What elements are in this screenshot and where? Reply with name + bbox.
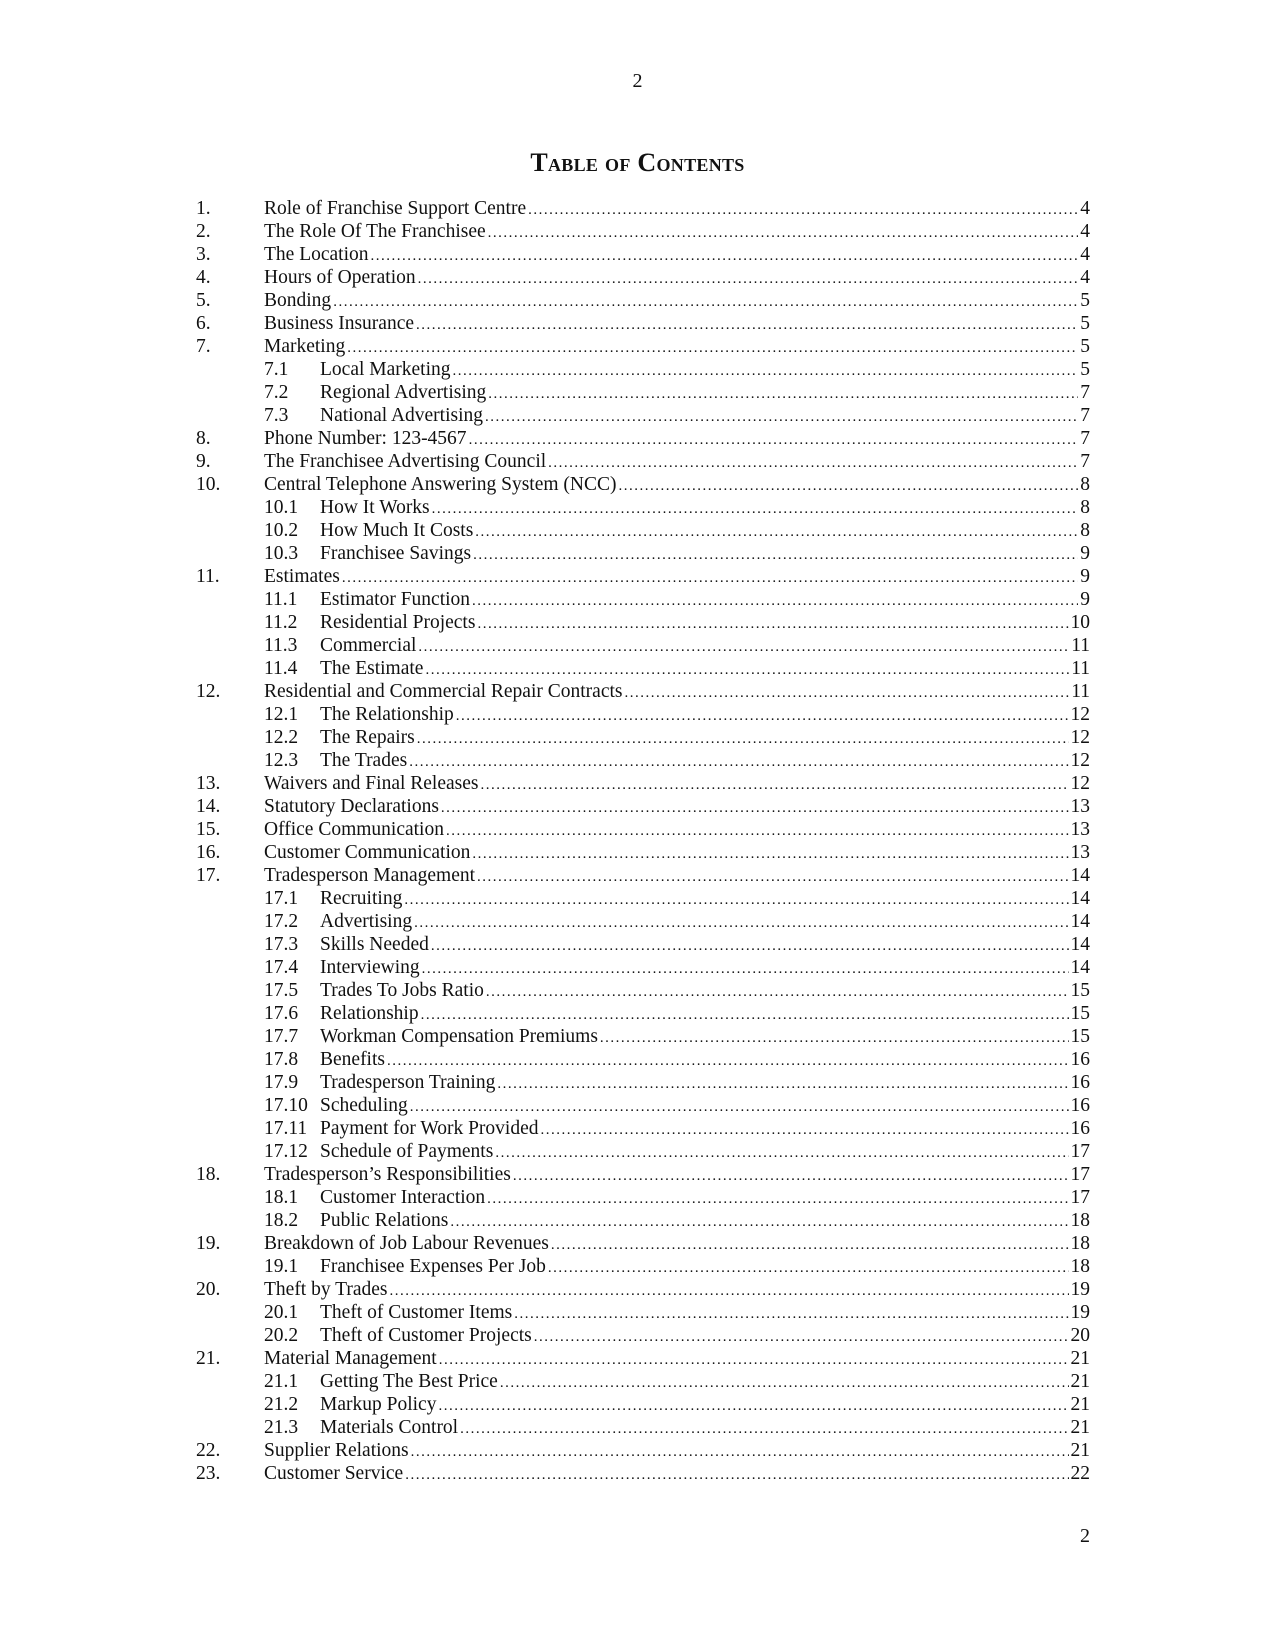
- dot-leader: [488, 383, 1078, 406]
- toc-entry[interactable]: [196, 335, 1090, 358]
- toc-subentry-number: 17.2: [264, 911, 299, 932]
- toc-entry-number: 13.: [196, 773, 221, 794]
- toc-entry-page: 4: [1080, 267, 1090, 288]
- toc-entry[interactable]: [196, 841, 1090, 864]
- dot-leader: [414, 912, 1068, 935]
- toc-subentry[interactable]: [196, 726, 1090, 749]
- toc-entry-number: 17.: [196, 865, 221, 886]
- toc-entry-title: The Role Of The Franchisee: [264, 221, 486, 242]
- toc-entry-page: 12: [1070, 704, 1090, 725]
- dot-leader: [469, 429, 1079, 452]
- toc-entry-page: 21: [1070, 1371, 1090, 1392]
- toc-entry[interactable]: [196, 1347, 1090, 1370]
- toc-entry-number: 11.: [196, 566, 220, 587]
- toc-entry[interactable]: [196, 864, 1090, 887]
- toc-entry-title: Franchisee Savings: [320, 543, 472, 564]
- toc-subentry[interactable]: [196, 910, 1090, 933]
- toc-subentry[interactable]: [196, 1071, 1090, 1094]
- dot-leader: [418, 636, 1069, 659]
- dot-leader: [418, 268, 1079, 291]
- dot-leader: [477, 866, 1068, 889]
- toc-entry[interactable]: [196, 795, 1090, 818]
- toc-subentry[interactable]: [196, 1094, 1090, 1117]
- toc-entry-number: 14.: [196, 796, 221, 817]
- toc-subentry-number: 17.9: [264, 1072, 299, 1093]
- toc-subentry-number: 17.10: [264, 1095, 308, 1116]
- toc-subentry-number: 17.6: [264, 1003, 299, 1024]
- toc-entry-page: 5: [1080, 313, 1090, 334]
- toc-entry-title: Payment for Work Provided: [320, 1118, 539, 1139]
- toc-entry-page: 10: [1070, 612, 1090, 633]
- toc-subentry[interactable]: [196, 1186, 1090, 1209]
- dot-leader: [488, 222, 1079, 245]
- dot-leader: [513, 1165, 1069, 1188]
- dot-leader: [618, 475, 1078, 498]
- toc-entry-title: Office Communication: [264, 819, 444, 840]
- toc-entry-page: 20: [1070, 1325, 1090, 1346]
- toc-subentry[interactable]: [196, 1140, 1090, 1163]
- toc-entry-page: 11: [1071, 635, 1090, 656]
- toc-entry-title: Theft of Customer Projects: [320, 1325, 532, 1346]
- dot-leader: [438, 1395, 1068, 1418]
- toc-subentry[interactable]: [196, 703, 1090, 726]
- toc-entry-title: Customer Communication: [264, 842, 471, 863]
- toc-entry-page: 15: [1070, 1026, 1090, 1047]
- toc-entry-page: 5: [1080, 336, 1090, 357]
- toc-entry-page: 15: [1070, 1003, 1090, 1024]
- dot-leader: [624, 682, 1069, 705]
- dot-leader: [410, 1096, 1069, 1119]
- toc-entry-page: 14: [1070, 888, 1090, 909]
- toc-entry-title: Relationship: [320, 1003, 419, 1024]
- toc-entry-number: 16.: [196, 842, 221, 863]
- toc-entry-number: 19.: [196, 1233, 221, 1254]
- toc-subentry-number: 12.3: [264, 750, 299, 771]
- toc-subentry-number: 10.2: [264, 520, 299, 541]
- toc-subentry-number: 21.1: [264, 1371, 299, 1392]
- toc-entry-page: 9: [1080, 589, 1090, 610]
- toc-entry-page: 13: [1070, 819, 1090, 840]
- toc-entry-page: 16: [1070, 1072, 1090, 1093]
- dot-leader: [497, 1073, 1068, 1096]
- toc-subentry-number: 10.3: [264, 543, 299, 564]
- toc-entry[interactable]: [196, 473, 1090, 496]
- toc-entry-page: 9: [1080, 566, 1090, 587]
- dot-leader: [485, 406, 1078, 429]
- toc-entry-page: 11: [1071, 681, 1090, 702]
- toc-subentry[interactable]: [196, 1324, 1090, 1347]
- toc-entry-number: 7.: [196, 336, 211, 357]
- toc-entry-number: 4.: [196, 267, 211, 288]
- dot-leader: [446, 820, 1069, 843]
- toc-subentry-number: 21.2: [264, 1394, 299, 1415]
- toc-subentry-number: 18.2: [264, 1210, 299, 1231]
- toc-subentry-number: 19.1: [264, 1256, 299, 1277]
- toc-entry[interactable]: [196, 220, 1090, 243]
- toc-entry-number: 23.: [196, 1463, 221, 1484]
- toc-entry-title: Material Management: [264, 1348, 437, 1369]
- toc-entry-number: 12.: [196, 681, 221, 702]
- toc-entry-number: 2.: [196, 221, 211, 242]
- toc-entry[interactable]: [196, 312, 1090, 335]
- toc-entry-title: The Trades: [320, 750, 408, 771]
- toc-subentry-number: 20.2: [264, 1325, 299, 1346]
- toc-subentry-number: 7.3: [264, 405, 289, 426]
- toc-subentry[interactable]: [196, 887, 1090, 910]
- toc-entry-number: 3.: [196, 244, 211, 265]
- toc-entry-page: 19: [1070, 1302, 1090, 1323]
- toc-entry-title: Phone Number: 123-4567: [264, 428, 467, 449]
- dot-leader: [450, 1211, 1068, 1234]
- toc-entry-title: Local Marketing: [320, 359, 451, 380]
- toc-subentry[interactable]: [196, 1370, 1090, 1393]
- toc-subentry-number: 17.8: [264, 1049, 299, 1070]
- toc-entry-number: 15.: [196, 819, 221, 840]
- toc-subentry[interactable]: [196, 634, 1090, 657]
- toc-entry-title: The Location: [264, 244, 369, 265]
- dot-leader: [548, 452, 1078, 475]
- toc-entry-title: Materials Control: [320, 1417, 459, 1438]
- toc-entry-page: 7: [1080, 382, 1090, 403]
- toc-entry-title: The Repairs: [320, 727, 415, 748]
- toc-entry-title: Statutory Declarations: [264, 796, 439, 817]
- dot-leader: [371, 245, 1079, 268]
- dot-leader: [431, 935, 1069, 958]
- toc-entry-title: Scheduling: [320, 1095, 408, 1116]
- toc-entry-page: 14: [1070, 911, 1090, 932]
- toc-entry-title: How It Works: [320, 497, 430, 518]
- toc-entry-title: Bonding: [264, 290, 332, 311]
- toc-entry-page: 21: [1070, 1348, 1090, 1369]
- toc-subentry[interactable]: [196, 657, 1090, 680]
- toc-entry-page: 14: [1070, 957, 1090, 978]
- toc-subentry-number: 17.3: [264, 934, 299, 955]
- toc-entry-title: Residential Projects: [320, 612, 476, 633]
- toc-entry-title: Customer Service: [264, 1463, 404, 1484]
- toc-entry-number: 9.: [196, 451, 211, 472]
- dot-leader: [432, 498, 1079, 521]
- toc-subentry[interactable]: [196, 1416, 1090, 1439]
- toc-entry-page: 11: [1071, 658, 1090, 679]
- toc-entry-title: The Relationship: [320, 704, 454, 725]
- toc-entry-page: 13: [1070, 796, 1090, 817]
- toc-entry[interactable]: [196, 450, 1090, 473]
- dot-leader: [404, 889, 1068, 912]
- toc-entry-title: Theft by Trades: [264, 1279, 388, 1300]
- toc-entry-page: 8: [1080, 520, 1090, 541]
- toc-subentry-number: 7.1: [264, 359, 289, 380]
- toc-entry-page: 16: [1070, 1118, 1090, 1139]
- dot-leader: [417, 728, 1069, 751]
- toc-entry-page: 5: [1080, 290, 1090, 311]
- toc-entry-title: Marketing: [264, 336, 346, 357]
- toc-subentry[interactable]: [196, 979, 1090, 1002]
- toc-entry-title: Theft of Customer Items: [320, 1302, 513, 1323]
- toc-entry[interactable]: [196, 818, 1090, 841]
- toc-entry-title: Public Relations: [320, 1210, 449, 1231]
- toc-entry-page: 17: [1070, 1164, 1090, 1185]
- dot-leader: [456, 705, 1069, 728]
- toc-entry[interactable]: [196, 1232, 1090, 1255]
- toc-entry-title: Getting The Best Price: [320, 1371, 498, 1392]
- toc-entry-title: How Much It Costs: [320, 520, 474, 541]
- toc-entry-title: Business Insurance: [264, 313, 415, 334]
- toc-subentry[interactable]: [196, 1255, 1090, 1278]
- toc-subentry[interactable]: [196, 749, 1090, 772]
- toc-entry-page: 14: [1070, 865, 1090, 886]
- toc-entry-page: 17: [1070, 1141, 1090, 1162]
- toc-subentry-number: 17.5: [264, 980, 299, 1001]
- toc-subentry-number: 12.2: [264, 727, 299, 748]
- toc-entry-page: 13: [1070, 842, 1090, 863]
- toc-entry[interactable]: [196, 266, 1090, 289]
- toc-entry-page: 12: [1070, 750, 1090, 771]
- toc-entry[interactable]: [196, 565, 1090, 588]
- toc-entry-title: Breakdown of Job Labour Revenues: [264, 1233, 549, 1254]
- toc-subentry-number: 18.1: [264, 1187, 299, 1208]
- toc-entry-page: 18: [1070, 1233, 1090, 1254]
- toc-entry[interactable]: [196, 1278, 1090, 1301]
- toc-entry-number: 1.: [196, 198, 211, 219]
- toc-subentry[interactable]: [196, 1393, 1090, 1416]
- dot-leader: [528, 199, 1078, 222]
- toc-entry-page: 8: [1080, 474, 1090, 495]
- toc-entry-number: 18.: [196, 1164, 221, 1185]
- toc-entry-title: Residential and Commercial Repair Contracts: [264, 681, 623, 702]
- dot-leader: [500, 1372, 1069, 1395]
- dot-leader: [411, 1441, 1069, 1464]
- toc-subentry-number: 17.7: [264, 1026, 299, 1047]
- toc-entry-title: Customer Interaction: [320, 1187, 486, 1208]
- dot-leader: [551, 1234, 1069, 1257]
- toc-entry-title: Workman Compensation Premiums: [320, 1026, 598, 1047]
- toc-entry-title: Role of Franchise Support Centre: [264, 198, 527, 219]
- toc-entry-title: Regional Advertising: [320, 382, 487, 403]
- dot-leader: [421, 1004, 1069, 1027]
- toc-subentry[interactable]: [196, 1048, 1090, 1071]
- dot-leader: [409, 751, 1068, 774]
- toc-entry-title: Trades To Jobs Ratio: [320, 980, 484, 1001]
- toc-entry-page: 18: [1070, 1256, 1090, 1277]
- toc-entry-page: 16: [1070, 1049, 1090, 1070]
- toc-entry[interactable]: [196, 1163, 1090, 1186]
- toc-entry-page: 4: [1080, 221, 1090, 242]
- toc-entry-page: 7: [1080, 405, 1090, 426]
- toc-subentry-number: 11.3: [264, 635, 298, 656]
- toc-subentry[interactable]: [196, 611, 1090, 634]
- toc-entry-number: 21.: [196, 1348, 221, 1369]
- dot-leader: [477, 613, 1068, 636]
- toc-subentry-number: 17.11: [264, 1118, 308, 1139]
- dot-leader: [333, 291, 1078, 314]
- dot-leader: [541, 1119, 1069, 1142]
- toc-subentry[interactable]: [196, 933, 1090, 956]
- dot-leader: [425, 659, 1069, 682]
- toc-entry-title: Waivers and Final Releases: [264, 773, 479, 794]
- toc-subentry[interactable]: [196, 1209, 1090, 1232]
- dot-leader: [453, 360, 1079, 383]
- dot-leader: [460, 1418, 1068, 1441]
- dot-leader: [548, 1257, 1069, 1280]
- dot-leader: [487, 1188, 1068, 1211]
- toc-entry-number: 6.: [196, 313, 211, 334]
- toc-entry-page: 22: [1070, 1463, 1090, 1484]
- toc-entry-title: Tradesperson’s Responsibilities: [264, 1164, 511, 1185]
- dot-leader: [473, 544, 1078, 567]
- toc-subentry[interactable]: [196, 496, 1090, 519]
- toc-entry-page: 16: [1070, 1095, 1090, 1116]
- toc-entry-title: Commercial: [320, 635, 417, 656]
- toc-entry-title: Hours of Operation: [264, 267, 416, 288]
- header-page-number: 2: [632, 70, 643, 92]
- toc-entry-title: Estimator Function: [320, 589, 471, 610]
- toc-subentry[interactable]: [196, 588, 1090, 611]
- toc-entry-page: 15: [1070, 980, 1090, 1001]
- toc-entry-title: Tradesperson Training: [320, 1072, 496, 1093]
- toc-subentry[interactable]: [196, 519, 1090, 542]
- toc-entry-page: 12: [1070, 773, 1090, 794]
- toc-entry[interactable]: [196, 427, 1090, 450]
- dot-leader: [416, 314, 1078, 337]
- dot-leader: [600, 1027, 1069, 1050]
- dot-leader: [439, 1349, 1069, 1372]
- toc-subentry-number: 11.1: [264, 589, 298, 610]
- toc-entry-page: 4: [1080, 244, 1090, 265]
- toc-entry-number: 8.: [196, 428, 211, 449]
- toc-subentry[interactable]: [196, 358, 1090, 381]
- dot-leader: [441, 797, 1069, 820]
- toc-entry-title: Central Telephone Answering System (NCC): [264, 474, 617, 495]
- toc-entry[interactable]: [196, 680, 1090, 703]
- dot-leader: [495, 1142, 1068, 1165]
- toc-subentry[interactable]: [196, 1301, 1090, 1324]
- toc-subentry-number: 17.4: [264, 957, 299, 978]
- toc-subentry[interactable]: [196, 956, 1090, 979]
- toc-entry-page: 21: [1070, 1394, 1090, 1415]
- dot-leader: [405, 1464, 1068, 1487]
- dot-leader: [472, 590, 1078, 613]
- toc-entry-page: 9: [1080, 543, 1090, 564]
- toc-subentry-number: 20.1: [264, 1302, 299, 1323]
- toc-entry[interactable]: [196, 1439, 1090, 1462]
- toc-entry-title: Franchisee Expenses Per Job: [320, 1256, 546, 1277]
- toc-entry[interactable]: [196, 197, 1090, 220]
- toc-entry-page: 14: [1070, 934, 1090, 955]
- table-of-contents: [196, 197, 1090, 1485]
- toc-subentry[interactable]: [196, 404, 1090, 427]
- dot-leader: [475, 521, 1078, 544]
- toc-entry-number: 10.: [196, 474, 221, 495]
- toc-subentry[interactable]: [196, 381, 1090, 404]
- toc-subentry[interactable]: [196, 1002, 1090, 1025]
- dot-leader: [390, 1280, 1069, 1303]
- page-title: Table of Contents: [530, 148, 745, 177]
- toc-entry-title: Interviewing: [320, 957, 420, 978]
- toc-subentry-number: 10.1: [264, 497, 299, 518]
- toc-entry-page: 21: [1070, 1440, 1090, 1461]
- dot-leader: [486, 981, 1069, 1004]
- toc-entry-title: Tradesperson Management: [264, 865, 476, 886]
- toc-entry-page: 4: [1080, 198, 1090, 219]
- dot-leader: [472, 843, 1068, 866]
- toc-entry-title: Benefits: [320, 1049, 385, 1070]
- footer-page-number: 2: [1080, 1525, 1090, 1547]
- dot-leader: [534, 1326, 1069, 1349]
- toc-entry-number: 20.: [196, 1279, 221, 1300]
- toc-entry-title: Advertising: [320, 911, 413, 932]
- toc-subentry-number: 11.2: [264, 612, 298, 633]
- toc-subentry-number: 7.2: [264, 382, 289, 403]
- dot-leader: [514, 1303, 1068, 1326]
- toc-entry-page: 5: [1080, 359, 1090, 380]
- toc-entry-page: 21: [1070, 1417, 1090, 1438]
- toc-subentry-number: 17.1: [264, 888, 299, 909]
- toc-entry-title: Markup Policy: [320, 1394, 437, 1415]
- toc-entry[interactable]: [196, 772, 1090, 795]
- toc-entry-page: 12: [1070, 727, 1090, 748]
- toc-subentry[interactable]: [196, 542, 1090, 565]
- toc-entry-title: Skills Needed: [320, 934, 429, 955]
- toc-subentry-number: 21.3: [264, 1417, 299, 1438]
- toc-entry-page: 7: [1080, 428, 1090, 449]
- toc-subentry-number: 11.4: [264, 658, 298, 679]
- toc-entry-title: National Advertising: [320, 405, 484, 426]
- toc-entry-page: 8: [1080, 497, 1090, 518]
- toc-entry-number: 5.: [196, 290, 211, 311]
- toc-entry[interactable]: [196, 1462, 1090, 1485]
- toc-entry-title: Recruiting: [320, 888, 403, 909]
- toc-entry-title: Supplier Relations: [264, 1440, 409, 1461]
- toc-subentry-number: 12.1: [264, 704, 299, 725]
- toc-subentry[interactable]: [196, 1117, 1090, 1140]
- toc-entry[interactable]: [196, 289, 1090, 312]
- dot-leader: [481, 774, 1069, 797]
- dot-leader: [347, 337, 1078, 360]
- toc-entry-title: Schedule of Payments: [320, 1141, 494, 1162]
- toc-entry[interactable]: [196, 243, 1090, 266]
- toc-entry-title: The Estimate: [320, 658, 424, 679]
- toc-entry-page: 18: [1070, 1210, 1090, 1231]
- dot-leader: [342, 567, 1078, 590]
- toc-entry-page: 19: [1070, 1279, 1090, 1300]
- dot-leader: [422, 958, 1069, 981]
- toc-entry-page: 7: [1080, 451, 1090, 472]
- toc-entry-number: 22.: [196, 1440, 221, 1461]
- toc-subentry-number: 17.12: [264, 1141, 308, 1162]
- toc-entry-title: Estimates: [264, 566, 340, 587]
- toc-subentry[interactable]: [196, 1025, 1090, 1048]
- dot-leader: [387, 1050, 1069, 1073]
- toc-entry-page: 17: [1070, 1187, 1090, 1208]
- toc-entry-title: The Franchisee Advertising Council: [264, 451, 547, 472]
